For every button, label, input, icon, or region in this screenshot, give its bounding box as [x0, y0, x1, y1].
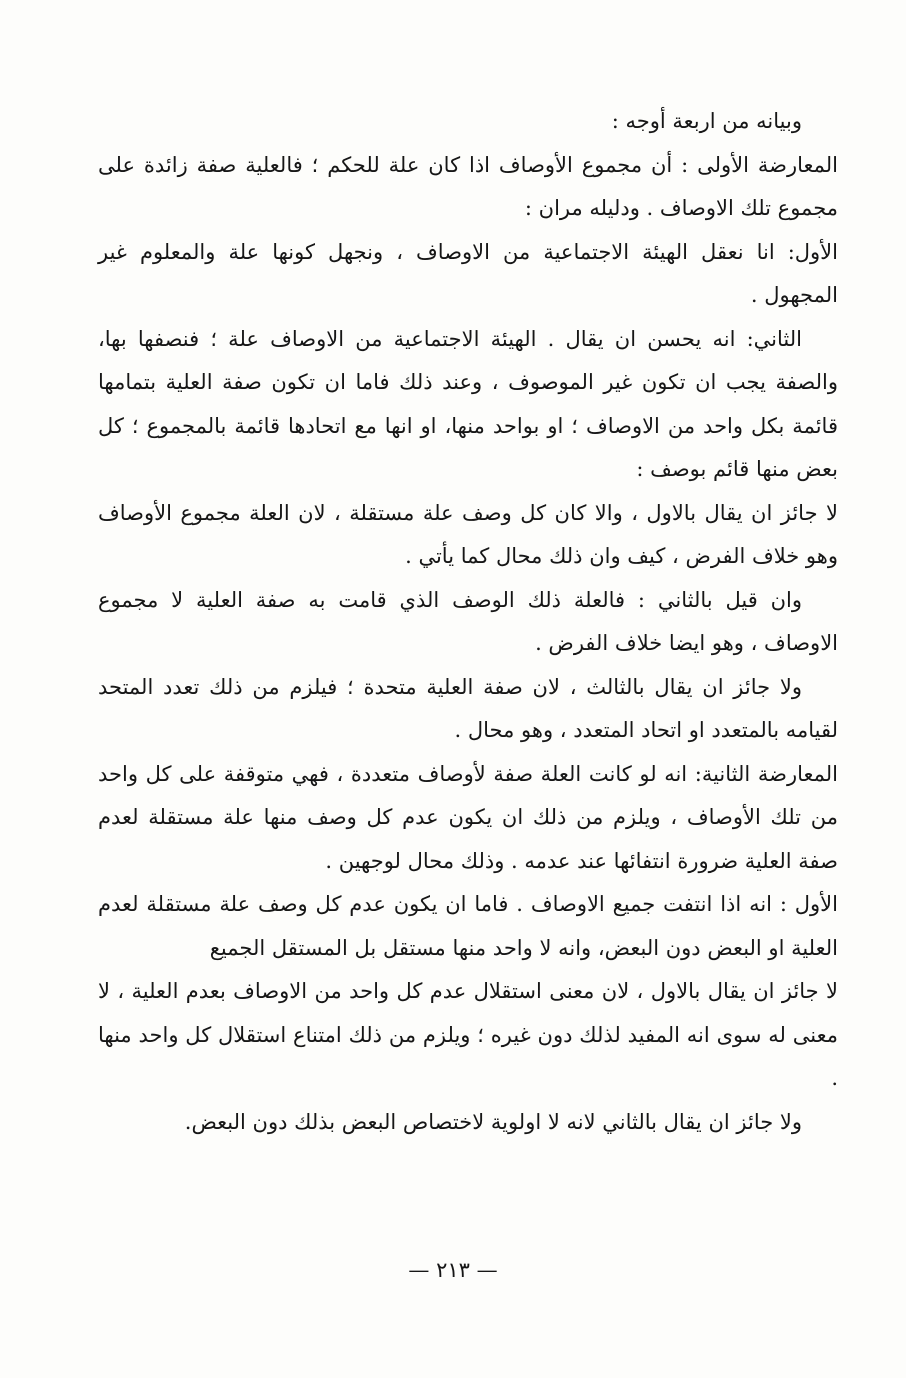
paragraph-second-objection: المعارضة الثانية: انه لو كانت العلة صفة لأوصاف متعددة ، فهي متوقفة على كل واحد من تلك الأوصاف ، ويلزم من ذلك ان يكون عدم كل وصف منها علة مستقلة لعدم صفة العلية ضرورة انتفائها عند عدمه . وذلك محال لوجهين .	[98, 761, 838, 873]
paragraph-second-reason: الثاني: انه يحسن ان يقال . الهيئة الاجتماعية من الاوصاف علة ؛ فنصفها بها، والصفة يجب ان تكون غير الموصوف ، وعند ذلك فاما ان تكون صفة العلية بتمامها قائمة بكل واحد من الاوصاف ؛ او بواحد منها، او انها مع اتحادها قائمة بالمجموع ؛ كل بعض منها قائم بوصف :	[98, 326, 838, 481]
paragraph-first-objection: المعارضة الأولى : أن مجموع الأوصاف اذا كان علة للحكم ؛ فالعلية صفة زائدة على مجموع تلك الاوصاف . ودليله مران :	[98, 152, 838, 220]
paragraph-first-aspect: الأول : انه اذا انتفت جميع الاوصاف . فاما ان يكون عدم كل وصف علة مستقلة لعدم العلية او البعض دون البعض، وانه لا واحد منها مستقل بل المستقل الجميع	[98, 892, 838, 960]
paragraph-first-reason: الأول: انا نعقل الهيئة الاجتماعية من الاوصاف ، ونجهل كونها علة والمعلوم غير المجهول .	[98, 239, 838, 307]
paragraph-option-three: ولا جائز ان يقال بالثالث ، لان صفة العلية متحدة ؛ فيلزم من ذلك تعدد المتحد لقيامه بالمتعدد او اتحاد المتعدد ، وهو محال .	[98, 674, 838, 742]
page-number: — ٢١٣ —	[408, 1258, 498, 1282]
paragraph-second-aspect-refutation: ولا جائز ان يقال بالثاني لانه لا اولوية لاختصاص البعض بذلك دون البعض.	[184, 1109, 802, 1134]
paragraph-intro: وبيانه من اربعة أوجه :	[611, 109, 802, 133]
paragraph-first-aspect-refutation: لا جائز ان يقال بالاول ، لان معنى استقلال عدم كل واحد من الاوصاف بعدم العلية ، لا معنى له سوى انه المفيد لذلك دون غيره ؛ ويلزم من ذلك امتناع استقلال كل واحد منها .	[98, 979, 838, 1090]
paragraph-option-one: لا جائز ان يقال بالاول ، والا كان كل وصف علة مستقلة ، لان العلة مجموع الأوصاف وهو خلاف الفرض ، كيف وان ذلك محال كما يأتي .	[98, 500, 838, 568]
paragraph-option-two: وان قيل بالثاني : فالعلة ذلك الوصف الذي قامت به صفة العلية لا مجموع الاوصاف ، وهو ايضا خلاف الفرض .	[98, 587, 838, 655]
body-text	[98, 100, 838, 1144]
